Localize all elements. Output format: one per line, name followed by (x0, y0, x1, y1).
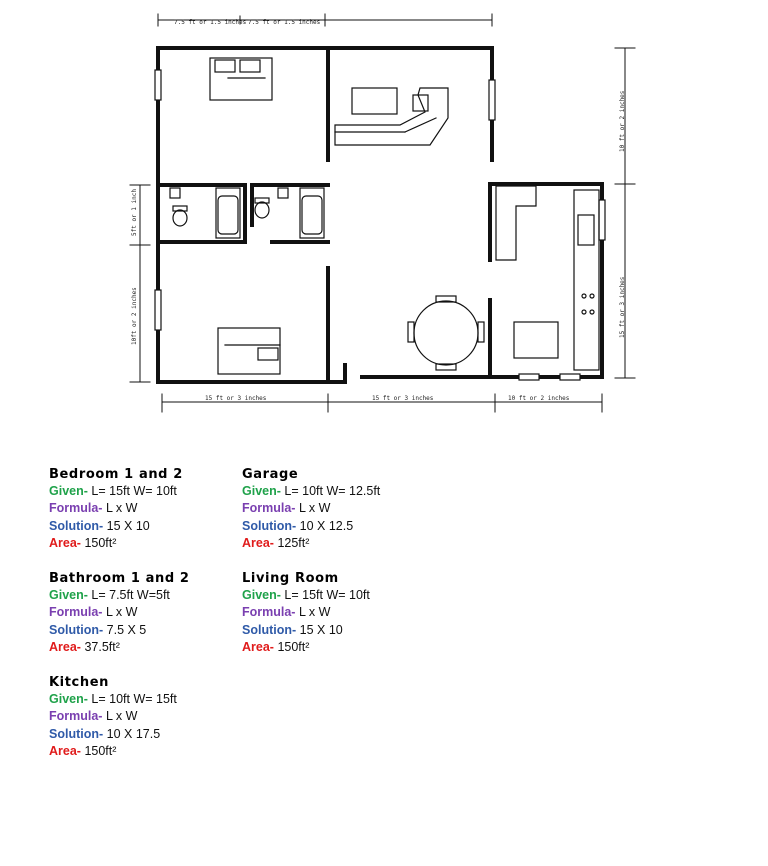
floor-plan-drawing (0, 0, 768, 420)
formula-label: Formula- (49, 501, 103, 516)
solution-value: 10 X 17.5 (106, 726, 161, 741)
dim-label-bottom-middle: 15 ft or 3 inches (372, 395, 434, 402)
given-line (49, 483, 239, 500)
area-label: Area- (49, 535, 81, 550)
walls (158, 48, 602, 382)
dim-label-right-upper: 10 ft or 2 inches (619, 90, 626, 152)
given-label: Given- (49, 484, 88, 498)
room-title: Bathroom 1 and 2 (49, 571, 190, 586)
given-label: Given- (49, 692, 88, 706)
dim-label-bottom-right: 10 ft or 2 inches (508, 395, 570, 402)
living-room-furniture (335, 88, 448, 145)
formula-label: Formula- (49, 709, 103, 724)
room-block-garage (242, 467, 432, 552)
formula-line (242, 604, 432, 621)
bed-bottom (218, 328, 280, 374)
solution-value: 7.5 X 5 (106, 622, 147, 637)
area-label: Area- (242, 535, 274, 550)
room-block-living-room (242, 571, 432, 656)
bed-top (210, 58, 272, 100)
area-value: 150ft² (84, 743, 117, 758)
solution-line (242, 622, 432, 639)
given-value: L= 10ft W= 15ft (91, 692, 177, 706)
room-block-kitchen (49, 675, 239, 760)
area-value: 150ft² (84, 535, 117, 550)
area-line (49, 535, 239, 552)
formula-label: Formula- (49, 605, 103, 620)
given-label: Given- (242, 588, 281, 602)
given-value: L= 10ft W= 12.5ft (284, 484, 381, 498)
solution-label: Solution- (49, 726, 104, 741)
room-title: Garage (242, 467, 299, 482)
dim-label-left-upper: 5ft or 1 inch (131, 189, 138, 236)
formula-value: L x W (298, 501, 331, 516)
solution-label: Solution- (49, 518, 104, 533)
solution-value: 15 X 10 (299, 622, 343, 637)
formula-value: L x W (298, 605, 331, 620)
solution-line (242, 518, 432, 535)
area-line (242, 639, 432, 656)
area-line (242, 535, 432, 552)
area-line (49, 639, 239, 656)
solution-label: Solution- (49, 622, 104, 637)
area-line (49, 743, 239, 760)
dim-label-top-left: 7.5 ft or 1.5 inches (174, 19, 247, 26)
formula-label: Formula- (242, 605, 296, 620)
solution-line (49, 518, 239, 535)
solution-line (49, 622, 239, 639)
windows (155, 70, 605, 380)
given-line (49, 691, 239, 708)
formula-line (49, 604, 239, 621)
solution-value: 15 X 10 (106, 518, 150, 533)
solution-value: 10 X 12.5 (299, 518, 354, 533)
area-value: 150ft² (277, 639, 310, 654)
given-label: Given- (49, 588, 88, 602)
solution-label: Solution- (242, 622, 297, 637)
area-label: Area- (49, 743, 81, 758)
formula-value: L x W (105, 605, 138, 620)
formula-value: L x W (105, 501, 138, 516)
room-title: Bedroom 1 and 2 (49, 467, 183, 482)
formula-label: Formula- (242, 501, 296, 516)
formula-line (242, 500, 432, 517)
dim-label-bottom-left: 15 ft or 3 inches (205, 395, 267, 402)
given-label: Given- (242, 484, 281, 498)
dim-label-right-lower: 15 ft or 3 inches (619, 276, 626, 338)
room-block-bathroom (49, 571, 239, 656)
area-value: 125ft² (277, 535, 310, 550)
dim-label-left-lower: 10ft or 2 inches (131, 287, 138, 345)
room-block-bedroom (49, 467, 239, 552)
area-value: 37.5ft² (84, 639, 120, 654)
formula-line (49, 708, 239, 725)
given-value: L= 15ft W= 10ft (91, 484, 177, 498)
area-label: Area- (49, 639, 81, 654)
room-title: Living Room (242, 571, 339, 586)
formula-line (49, 500, 239, 517)
given-value: L= 7.5ft W=5ft (91, 588, 170, 602)
dim-label-top-right: 7.5 ft or 1.5 inches (248, 19, 321, 26)
solution-label: Solution- (242, 518, 297, 533)
given-line (49, 587, 239, 604)
area-label: Area- (242, 639, 274, 654)
solution-line (49, 726, 239, 743)
given-value: L= 15ft W= 10ft (284, 588, 370, 602)
formula-value: L x W (105, 709, 138, 724)
kitchen-furniture (408, 186, 599, 370)
given-line (242, 587, 432, 604)
room-title: Kitchen (49, 675, 109, 690)
given-line (242, 483, 432, 500)
